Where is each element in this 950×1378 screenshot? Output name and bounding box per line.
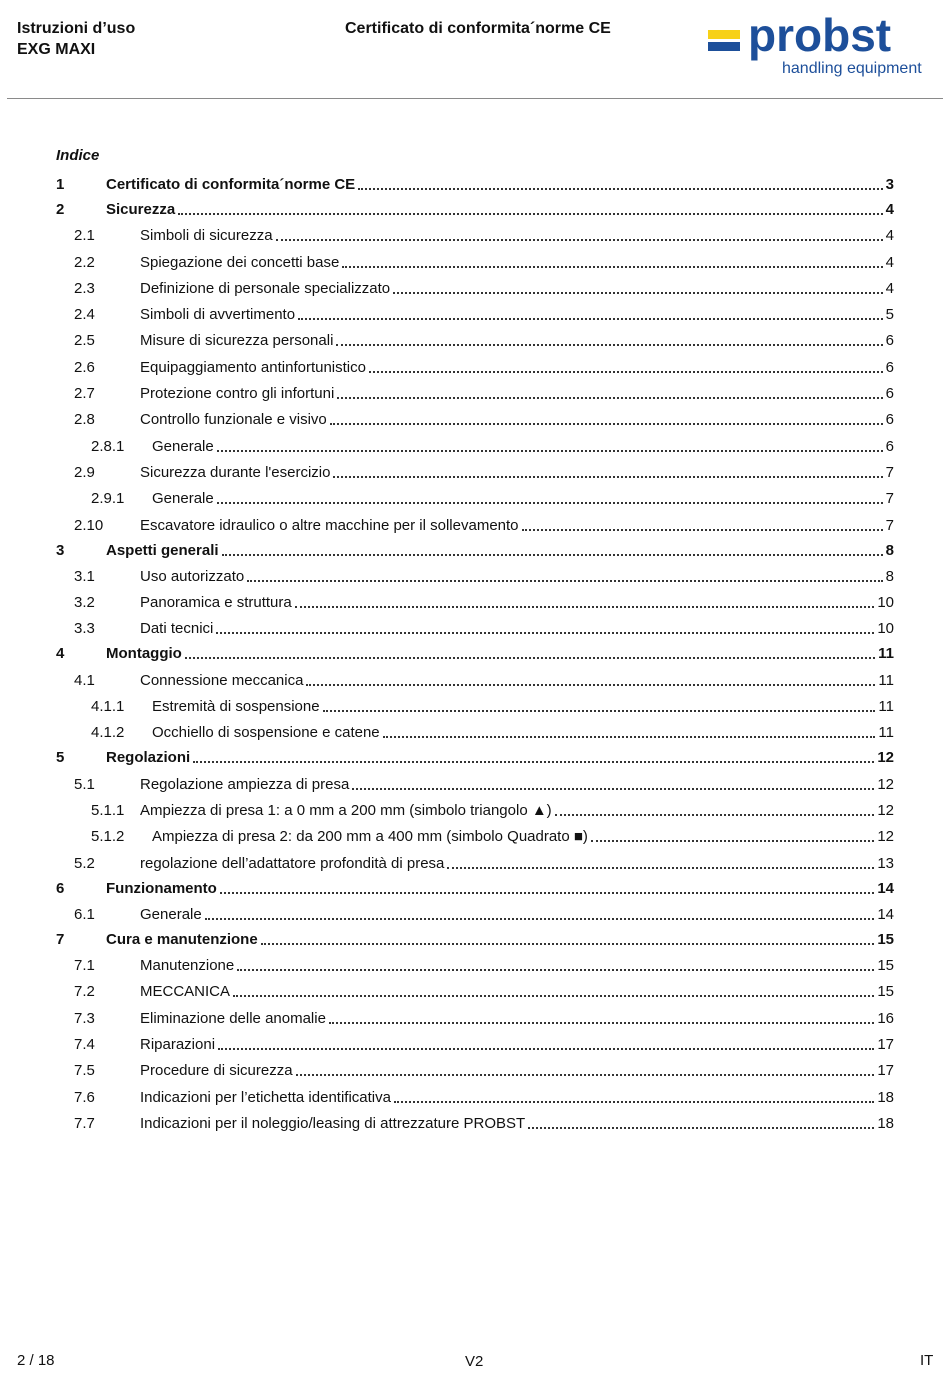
toc-entry[interactable] <box>56 776 894 794</box>
toc-entry-page: 8 <box>885 541 894 559</box>
toc-entry-title: Definizione di personale specializzato <box>140 279 391 297</box>
toc-entry-title: Dati tecnici <box>140 620 214 638</box>
toc-entry-title: Indicazioni per l’etichetta identificativa <box>140 1088 391 1106</box>
toc-entry-number: 7.3 <box>74 1009 95 1027</box>
toc-entry[interactable] <box>56 749 894 767</box>
toc-dot-leader <box>217 502 883 504</box>
toc-entry-page: 6 <box>885 385 894 403</box>
toc-dot-leader <box>222 554 883 556</box>
toc-entry[interactable] <box>56 490 894 508</box>
toc-entry-page: 17 <box>877 1036 894 1054</box>
toc-dot-leader <box>369 371 883 373</box>
toc-entry-number: 2.4 <box>74 306 95 324</box>
toc-entry[interactable] <box>56 906 894 924</box>
toc-entry-page: 6 <box>885 358 894 376</box>
toc-entry-page: 12 <box>877 775 894 793</box>
toc-entry-page: 18 <box>877 1088 894 1106</box>
toc-entry-title: Occhiello di sospensione e catene <box>152 724 380 742</box>
toc-dot-leader <box>358 188 882 190</box>
toc-entry-page: 4 <box>885 201 894 218</box>
toc-dot-leader <box>276 239 883 241</box>
table-of-contents <box>56 176 894 1133</box>
toc-entry[interactable] <box>56 828 894 846</box>
toc-dot-leader <box>261 943 875 945</box>
toc-dot-leader <box>447 867 874 869</box>
toc-dot-leader <box>394 1101 874 1103</box>
toc-entry-number: 2.9 <box>74 463 95 481</box>
toc-entry-page: 4 <box>885 279 894 297</box>
toc-entry[interactable] <box>56 931 894 949</box>
toc-entry[interactable] <box>56 280 894 298</box>
toc-entry-title: Aspetti generali <box>106 541 219 559</box>
toc-entry-number: 5.2 <box>74 854 95 872</box>
toc-entry[interactable] <box>56 306 894 324</box>
toc-entry-page: 6 <box>885 437 894 455</box>
toc-entry-number: 4.1.2 <box>91 724 125 742</box>
toc-entry[interactable] <box>56 594 894 612</box>
toc-entry[interactable] <box>56 880 894 898</box>
logo-blue-bar <box>708 42 740 51</box>
toc-entry-title: Escavatore idraulico o altre macchine per il sollevamento <box>140 516 519 534</box>
toc-dot-leader <box>216 632 874 634</box>
toc-entry[interactable] <box>56 385 894 403</box>
toc-title: Indice <box>56 147 100 164</box>
toc-entry-number: 7.7 <box>74 1114 95 1132</box>
toc-dot-leader <box>323 710 876 712</box>
toc-dot-leader <box>247 580 882 582</box>
toc-entry-page: 17 <box>877 1062 894 1080</box>
toc-entry-page: 3 <box>885 176 894 193</box>
toc-entry-page: 11 <box>878 724 894 742</box>
toc-entry-number: 7.1 <box>74 957 95 975</box>
toc-entry-title: Certificato di conformita´norme CE <box>106 176 356 193</box>
toc-entry[interactable] <box>56 332 894 350</box>
toc-entry-title: Connessione meccanica <box>140 671 304 689</box>
toc-entry-page: 4 <box>885 253 894 271</box>
toc-dot-leader <box>333 476 882 478</box>
toc-entry[interactable] <box>56 254 894 272</box>
toc-dot-leader <box>337 397 882 399</box>
toc-entry-number: 3 <box>56 541 65 559</box>
toc-dot-leader <box>295 606 875 608</box>
toc-entry[interactable] <box>56 672 894 690</box>
toc-entry-title: regolazione dell’adattatore profondità di presa <box>140 854 445 872</box>
toc-entry-number: 5.1.2 <box>91 828 125 846</box>
toc-entry[interactable] <box>56 1036 894 1054</box>
toc-dot-leader <box>528 1127 874 1129</box>
toc-entry-title: Procedure di sicurezza <box>140 1062 293 1080</box>
toc-entry-number: 2.8.1 <box>91 437 125 455</box>
toc-entry-page: 5 <box>885 306 894 324</box>
toc-entry-title: Misure di sicurezza personali <box>140 332 334 350</box>
toc-entry-page: 4 <box>885 227 894 245</box>
toc-entry[interactable] <box>56 542 894 560</box>
toc-entry-page: 7 <box>885 490 894 508</box>
toc-entry-title: Sicurezza durante l'esercizio <box>140 463 331 481</box>
toc-entry-number: 5.1.1 <box>91 801 125 819</box>
toc-entry-number: 3.2 <box>74 594 95 612</box>
toc-entry-number: 2.3 <box>74 279 95 297</box>
toc-entry-page: 15 <box>877 957 894 975</box>
toc-entry-number: 4.1 <box>74 671 95 689</box>
toc-dot-leader <box>220 892 874 894</box>
toc-entry-page: 12 <box>877 828 894 846</box>
toc-entry[interactable] <box>56 176 894 194</box>
toc-entry-title: Eliminazione delle anomalie <box>140 1009 326 1027</box>
toc-dot-leader <box>217 450 883 452</box>
toc-entry-number: 5.1 <box>74 775 95 793</box>
toc-dot-leader <box>330 423 883 425</box>
toc-entry-page: 18 <box>877 1114 894 1132</box>
logo-wordmark: probst <box>748 9 892 61</box>
toc-entry-page: 11 <box>878 671 894 689</box>
toc-entry-title: Cura e manutenzione <box>106 930 258 948</box>
toc-entry[interactable] <box>56 855 894 873</box>
toc-entry-number: 5 <box>56 749 65 767</box>
toc-entry-number: 2.10 <box>74 516 104 534</box>
toc-entry-page: 14 <box>877 905 894 923</box>
toc-entry-number: 2.7 <box>74 385 95 403</box>
toc-entry-page: 13 <box>877 854 894 872</box>
toc-entry-page: 10 <box>877 620 894 638</box>
toc-entry-number: 2.5 <box>74 332 95 350</box>
toc-dot-leader <box>237 969 874 971</box>
toc-entry-number: 7.6 <box>74 1088 95 1106</box>
toc-entry-title: Ampiezza di presa 1: a 0 mm a 200 mm (simbolo triangolo ▲) <box>140 801 552 819</box>
toc-entry-title: Protezione contro gli infortuni <box>140 385 335 403</box>
toc-entry[interactable] <box>56 201 894 219</box>
header-manual-info <box>17 18 135 60</box>
toc-entry[interactable] <box>56 802 894 820</box>
toc-entry-number: 6 <box>56 879 65 897</box>
product-name: EXG MAXI <box>17 41 96 58</box>
toc-entry-title: MECCANICA <box>140 983 231 1001</box>
toc-entry-page: 11 <box>878 645 894 663</box>
toc-entry-page: 7 <box>885 516 894 534</box>
toc-entry-number: 2.2 <box>74 253 95 271</box>
toc-entry-title: Spiegazione dei concetti base <box>140 253 340 271</box>
toc-entry[interactable] <box>56 359 894 377</box>
probst-logo <box>708 9 938 82</box>
toc-entry-number: 3.1 <box>74 567 95 585</box>
toc-entry[interactable] <box>56 1010 894 1028</box>
footer-page-number: 2 / 18 <box>17 1352 55 1369</box>
toc-entry-page: 14 <box>877 879 894 897</box>
toc-dot-leader <box>178 213 882 215</box>
toc-entry-number: 6.1 <box>74 905 95 923</box>
toc-entry[interactable] <box>56 645 894 663</box>
footer-version: V2 <box>465 1353 484 1370</box>
header-divider <box>7 98 943 99</box>
toc-entry-title: Estremità di sospensione <box>152 698 320 716</box>
toc-dot-leader <box>522 529 883 531</box>
toc-dot-leader <box>193 761 874 763</box>
toc-entry-page: 15 <box>877 983 894 1001</box>
toc-dot-leader <box>205 918 875 920</box>
toc-entry-number: 3.3 <box>74 620 95 638</box>
toc-entry-title: Regolazione ampiezza di presa <box>140 775 350 793</box>
toc-entry[interactable] <box>56 1062 894 1080</box>
toc-entry-title: Ampiezza di presa 2: da 200 mm a 400 mm (simbolo Quadrato ■) <box>152 828 588 846</box>
toc-entry-title: Simboli di sicurezza <box>140 227 273 245</box>
toc-entry-page: 12 <box>877 749 894 767</box>
toc-entry-title: Sicurezza <box>106 201 176 218</box>
toc-dot-leader <box>555 814 875 816</box>
toc-entry-title: Manutenzione <box>140 957 235 975</box>
toc-entry[interactable] <box>56 1089 894 1107</box>
toc-entry-page: 15 <box>877 930 894 948</box>
toc-entry[interactable] <box>56 411 894 429</box>
toc-entry-number: 2.8 <box>74 411 95 429</box>
toc-entry-number: 2.9.1 <box>91 490 125 508</box>
toc-entry-number: 2.1 <box>74 227 95 245</box>
toc-entry[interactable] <box>56 517 894 535</box>
toc-entry-page: 6 <box>885 411 894 429</box>
toc-entry-title: Riparazioni <box>140 1036 216 1054</box>
toc-entry[interactable] <box>56 1115 894 1133</box>
toc-entry-title: Panoramica e struttura <box>140 594 292 612</box>
toc-entry-title: Indicazioni per il noleggio/leasing di attrezzature PROBST <box>140 1114 526 1132</box>
toc-entry-page: 8 <box>885 567 894 585</box>
toc-entry-title: Funzionamento <box>106 879 217 897</box>
toc-dot-leader <box>218 1048 874 1050</box>
toc-dot-leader <box>352 788 874 790</box>
toc-entry[interactable] <box>56 464 894 482</box>
footer-language: IT <box>920 1352 934 1369</box>
toc-entry-title: Equipaggiamento antinfortunistico <box>140 358 366 376</box>
toc-entry[interactable] <box>56 698 894 716</box>
toc-entry-title: Generale <box>152 437 214 455</box>
toc-dot-leader <box>306 684 875 686</box>
toc-entry-title: Uso autorizzato <box>140 567 245 585</box>
toc-entry[interactable] <box>56 568 894 586</box>
toc-dot-leader <box>342 266 882 268</box>
toc-entry-number: 1 <box>56 176 65 193</box>
toc-dot-leader <box>591 840 874 842</box>
toc-entry-number: 7.2 <box>74 983 95 1001</box>
toc-entry-title: Montaggio <box>106 645 182 663</box>
toc-entry[interactable] <box>56 438 894 456</box>
toc-entry-page: 16 <box>877 1009 894 1027</box>
manual-type: Istruzioni d’uso <box>17 20 136 37</box>
toc-entry-number: 7.5 <box>74 1062 95 1080</box>
toc-entry-number: 4.1.1 <box>91 698 125 716</box>
toc-dot-leader <box>383 736 876 738</box>
toc-dot-leader <box>296 1074 875 1076</box>
toc-entry-title: Regolazioni <box>106 749 191 767</box>
toc-entry[interactable] <box>56 983 894 1001</box>
toc-entry-title: Simboli di avvertimento <box>140 306 296 324</box>
toc-entry-title: Generale <box>152 490 214 508</box>
toc-entry-page: 6 <box>885 332 894 350</box>
logo-tagline: handling equipment <box>782 60 922 77</box>
toc-dot-leader <box>329 1022 874 1024</box>
toc-entry[interactable] <box>56 957 894 975</box>
toc-entry-number: 2 <box>56 201 65 218</box>
toc-entry-number: 7.4 <box>74 1036 95 1054</box>
toc-dot-leader <box>233 995 874 997</box>
toc-dot-leader <box>336 344 882 346</box>
toc-entry-page: 11 <box>878 698 894 716</box>
toc-entry-number: 7 <box>56 930 65 948</box>
toc-entry-number: 4 <box>56 645 65 663</box>
toc-entry-title: Generale <box>140 905 202 923</box>
toc-entry-number: 2.6 <box>74 358 95 376</box>
toc-entry[interactable] <box>56 227 894 245</box>
toc-dot-leader <box>185 657 875 659</box>
toc-dot-leader <box>298 318 883 320</box>
toc-entry-page: 12 <box>877 801 894 819</box>
logo-yellow-bar <box>708 30 740 39</box>
toc-entry-page: 7 <box>885 463 894 481</box>
toc-dot-leader <box>393 292 883 294</box>
toc-entry[interactable] <box>56 620 894 638</box>
toc-entry-page: 10 <box>877 594 894 612</box>
toc-entry-title: Controllo funzionale e visivo <box>140 411 327 429</box>
toc-entry[interactable] <box>56 724 894 742</box>
header-section-title: Certificato di conformita´norme CE <box>345 20 611 37</box>
